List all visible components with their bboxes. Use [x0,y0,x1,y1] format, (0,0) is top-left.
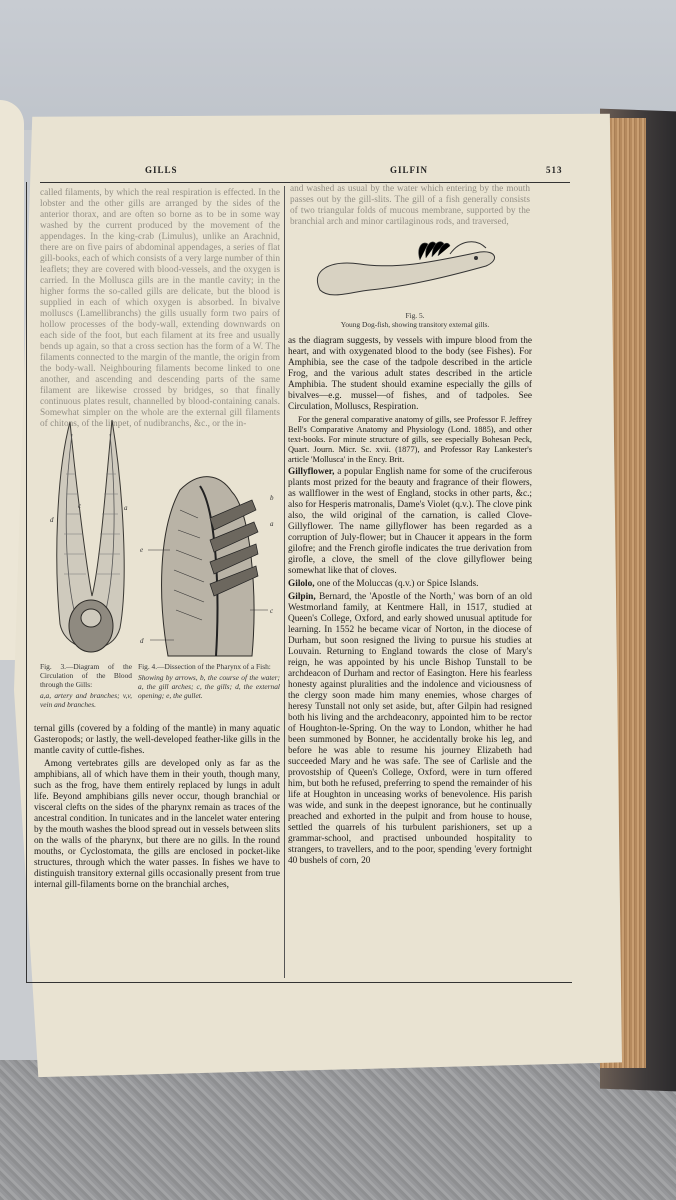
figure-3-caption [40,662,132,718]
gilpin-entry [288,592,532,867]
fig3-label-c: c [78,502,82,510]
fig4-caption-title: Fig. 4.—Dissection of the Pharynx of a Fish: [138,662,271,671]
fig5-caption-title: Fig. 5. [405,311,425,320]
fig4-label-d: d [140,637,144,645]
background-wall [0,0,676,130]
header-rule [40,182,570,183]
page-number: 513 [546,165,563,175]
gills-intro-paragraph: called filaments, by which the real respiration is effected. In the lobster and the other gills are arranged by the sides of the anterior thorax, and are often so borne as to be in some way washed by the current produced by the movement of the appendages. In the king-crab (Limulus), unlike an Arachnid, there are on five pairs of abdominal appendages, a series of flat gill-books, each of which consists of a very large number of thin leaflets; they are covered with blood-vessels, and the oxygen is carried. In the Mollusca gills are in the mantle cavity; in the higher forms the so-called gills are delicate, but the blood is supplied in each of which oxygen is absorbed. In bivalve molluscs (Lamellibranchs) the gills usually form two pairs of hollow processes of the body-wall, extending downwards on each side of the foot, but each filament at its free and usually bends up again, so that a cross section has the form of a W. The filaments connected to the margin of the mantle, the origin from the body-wall. Neighbouring filaments become linked to one another, and ascending and descending parts of the same filament are likewise crossed by bridges, so that finally continuous plates result, channelled by blood-containing canals. Somewhat simpler on the whole are the external gill filaments of chitons, of the limpet, of nudibranchs, &c., or the in- [40,188,280,429]
gill-circulation-illustration [42,414,140,666]
left-column-wrap-text [160,396,280,462]
fig4-label-b: b [270,494,274,502]
dogfish-illustration [300,230,510,310]
gills-mollusc-paragraph: ternal gills (covered by a folding of the mantle) in many aquatic Gasteropods; or lastly, the well-developed feather-like gills in the mantle cavity of cuttle-fishes. [34,724,280,756]
gills-anatomy-references: For the general comparative anatomy of gills, see Professor F. Jeffrey Bell's Comparative Anatomy and Physiology (Lond. 1885), and other text-books. For minute structure of gills, see especially Bohesan Peck, Quart. Journ. Micr. Sc. xvii. (1877), and Professor Ray Lankester's article 'Mollusca' in the Ency. Brit. [288,415,532,464]
fig4-label-c: c [270,607,274,615]
gillyflower-entry [288,467,532,577]
gillyflower-definition: a popular English name for some of the cruciferous plants most prized for the beauty and fragrance of their flowers, as wallflower in the west of England, stocks in other parts, &c.; also for Hesperis matronalis, Dame's Violet (q.v.). The clove pink also, the wild original of the carnation, is called Clove-Gillyflower. The name gillyflower has been regarded as a corruption of July-flower; but in Chaucer it appears in the form gilofre; and the French girofle indicates the true derivation from girofle, a clove, the smell of the clove gillyflower being somewhat like that of cloves. [288,467,532,576]
figure-5-dogfish [300,230,510,310]
fig4-caption-detail: Showing by arrows, b, the course of the water; a, the gill arches; c, the gills; d, the external opening; e, the gullet. [138,673,280,700]
gills-vertebrate-paragraph: Among vertebrates gills are developed only as far as the amphibians, all of which have them in their youth, though many, such as the frog, have them entirely replaced by lungs in adult life. Beyond amphibians gills never occur, though branchial or visceral clefts on the sides of the pharynx remain as traces of the ancestral condition. In tunicates and in the lancelet water entering by the mouth washes the blood spread out in vessels between slits on the walls of the pharynx, but there are no gills. In the round mouths, or Cyclostomata, the gills are enclosed in pocket-like structures, through which the water passes. In fishes we have to distinguish transitory external gills occasionally present from true internal gill-filaments borne on the branchial arches, [34,759,280,890]
fig3-label-a: a [124,504,128,512]
fig4-label-a: a [270,520,274,528]
fig4-label-e: e [140,546,144,554]
header-left-word: GILLS [145,165,178,175]
running-header [40,165,570,181]
gilolo-entry [288,579,532,590]
right-column-top-text [290,184,530,228]
right-column-main-text [288,336,532,976]
column-divider [284,186,285,978]
left-column-bottom-text [34,724,280,979]
gilpin-biography: Bernard, the 'Apostle of the North,' was born of an old Westmorland family, at Kentmere Hall, in 1517, studied at Queen's College, Oxford, and early showed unusual aptitude for learning. In 1552 he became vicar of Norton, in the diocese of Durham, but soon resigned the living to pursue his studies at Louvain. Returning to England towards the close of Mary's reign, he was appointed by his uncle Bishop Tunstall to be archdeacon of Durham and rector of Easington. Here his fearless honesty against pluralities and the indolence and viciousness of the clergy soon made him many enemies, whose charges of heresy Tunstall not only set aside, but, after Gilpin had resigned both his living and the archdeaconry, appointed him to be rector of Houghton-le-Spring. On the way to London, whither he had been summoned by Bonner, he accidentally broke his leg, and before he was able to resume his journey Elizabeth had succeeded Mary and he was safe. The see of Carlisle and the provostship of Queen's College, Oxford, were in turn offered him, but both he refused, preferring to spend the remainder of his life at Houghton in unceasing works of benevolence. His parish was wide, and sunk in the deepest ignorance, but he continually preached and exhorted in the pulpit and from house to house, settled the quarrels of his turbulent parishioners, set up a grammar-school, and practised unbounded hospitality to strangers, to travellers, and to the poor, spending 'every fortnight 40 bushels of corn, 20 [288,592,532,866]
figure-4-pharynx-dissection [140,470,280,662]
pharynx-illustration [140,470,280,662]
gilpin-headword: Gilpin, [288,592,316,602]
header-right-word: GILFIN [390,165,429,175]
figure-4-caption [138,662,280,718]
footer-rule [26,982,572,983]
left-column-top-text [40,188,280,429]
fig3-caption-detail: a,a, artery and branches; v,v, vein and branches. [40,691,132,709]
fig3-caption-title: Fig. 3.—Diagram of the Circulation of the Blood through the Gills: [40,662,132,689]
figure-5-caption [300,311,530,333]
gilolo-definition: one of the Moluccas (q.v.) or Spice Islands. [316,579,479,589]
carpet-floor [0,1060,676,1200]
gills-diagram-paragraph: as the diagram suggests, by vessels with impure blood from the heart, and with oxygenated blood to the body (see Fishes). For Amphibia, see the case of the tadpole described in the article Frog, and the various adult states described in the article Amphibia. The student should examine especially the gills of bivalves—e.g. mussel—of fishes, and of tadpoles. See Circulation, Molluscs, Respiration. [288,336,532,412]
gill-structure-paragraph: and washed as usual by the water which entering by the mouth passes out by the gill-slits. The gill of a fish generally consists of two triangular folds of mucous membrane, supported by the branchial arch and minor cartilaginous rods, and traversed, [290,184,530,227]
fig3-label-d: d [50,516,54,524]
gillyflower-headword: Gillyflower, [288,467,335,477]
left-border-rule [26,182,27,982]
gilolo-headword: Gilolo, [288,579,315,589]
figure-3-gill-diagram [42,414,140,666]
fig5-caption-detail: Young Dog-fish, showing transitory external gills. [340,320,490,329]
